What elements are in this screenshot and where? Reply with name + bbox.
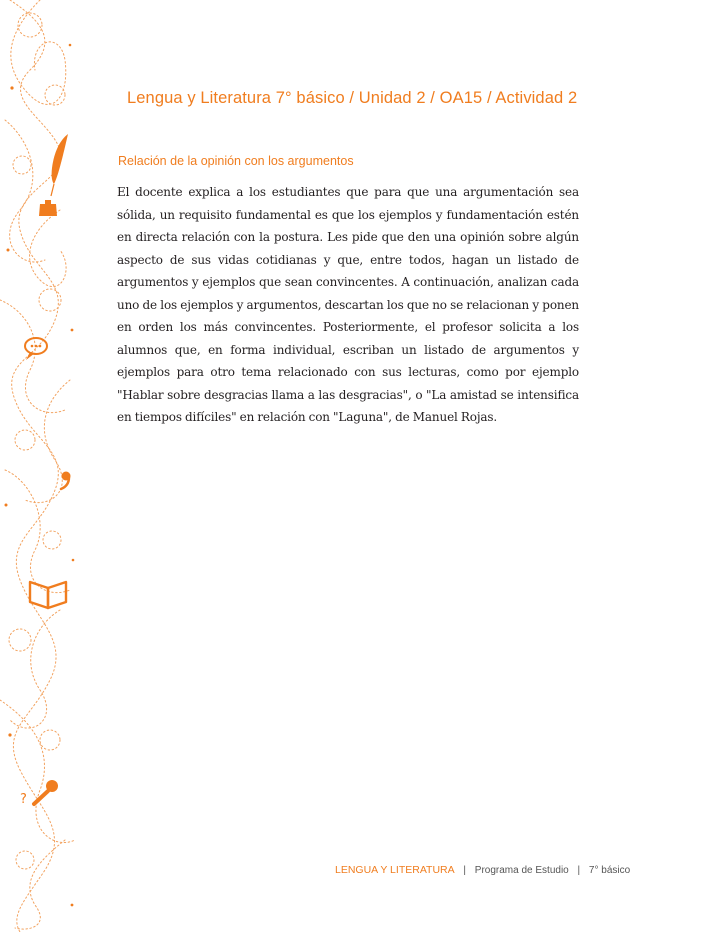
speech-bubble-icon	[25, 338, 47, 360]
page-footer	[335, 864, 630, 876]
quill-icon	[51, 134, 68, 196]
footer-separator: |	[463, 865, 467, 876]
footer-program: Programa de Estudio	[474, 865, 569, 876]
inkwell-icon	[39, 200, 57, 216]
svg-text:?: ?	[20, 792, 27, 807]
page-title: Lengua y Literatura 7° básico / Unidad 2 / OA15 / Actividad 2	[127, 89, 578, 107]
open-book-icon	[30, 582, 66, 608]
section-heading: Relación de la opinión con los argumentos	[118, 154, 354, 168]
footer-subject: LENGUA Y LITERATURA	[335, 864, 455, 876]
footer-grade: 7° básico	[588, 865, 631, 876]
footer-separator-2: |	[577, 865, 581, 876]
decorative-sidebar	[0, 0, 80, 932]
microphone-icon	[20, 780, 58, 807]
activity-description: El docente explica a los estudiantes que para que una argumentación sea sólida, un requisito fundamental es que los ejemplos y fundamentación estén en directa relación con la postura. Les pide que den una opinión sobre algún aspecto de sus vidas cotidianas y que, entre todos, hagan un listado de argumentos y ejemplos que sean convincentes. A continuación, analizan cada uno de los ejemplos y argumentos, descartan los que no se relacionan y ponen en orden los más convincentes. Posteriormente, el profesor solicita a los alumnos que, en forma individual, escriban un listado de argumentos y ejemplos para otro tema relacionado con sus lecturas, como por ejemplo "Hablar sobre desgracias llama a las desgracias", o "La amistad se intensifica en tiempos difíciles" en relación con "Laguna", de Manuel Rojas.	[117, 185, 579, 424]
